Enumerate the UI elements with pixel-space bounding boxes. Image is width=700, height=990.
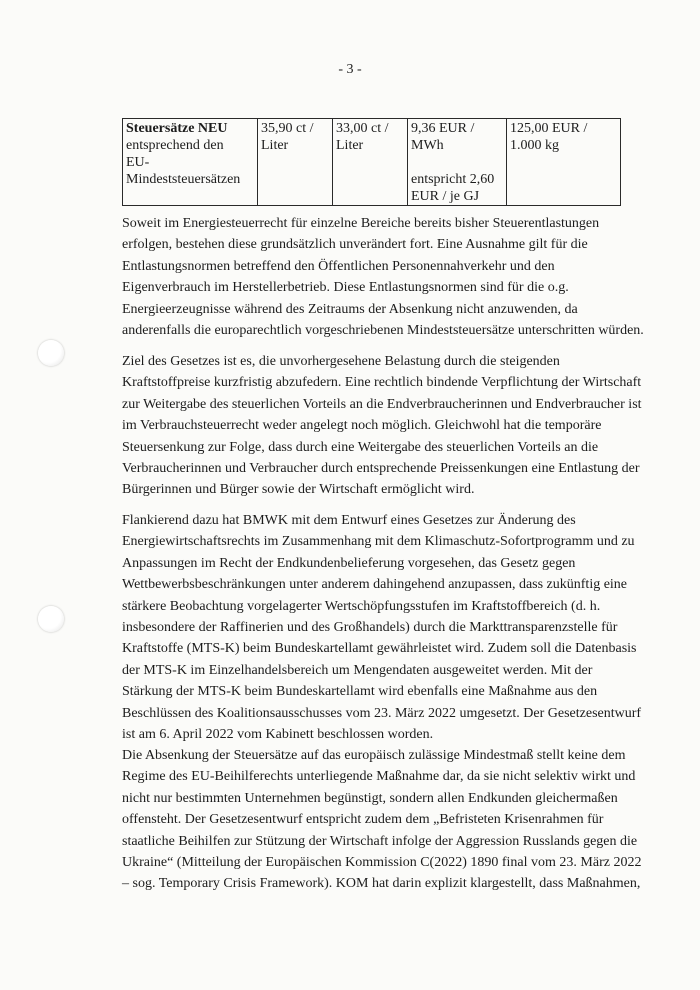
row-label-line: EU- [126,155,150,170]
table-cell: 125,00 EUR / 1.000 kg [507,119,621,206]
row-label-line: entsprechend den [126,138,224,153]
table-cell: 33,00 ct / Liter [333,119,408,206]
cell-line: entspricht 2,60 EUR / je GJ [411,172,495,204]
body-paragraph: Die Absenkung der Steuersätze auf das europäisch zulässige Mindestmaß stellt keine dem Regime des EU-Beihilferechts unterliegende Maßnahme dar, da sie nicht selektiv wirkt und nicht nur bestimmten Unternehmen begünstigt, sondern allen Endkunden gleichermaßen offensteht. Der Gesetzesentwurf entspricht zudem dem „Befristeten Krisenrahmen für staatliche Beihilfen zur Stützung der Wirtschaft infolge der Aggression Russlands gegen die Ukraine“ (Mitteilung der Europäischen Kommission C(2022) 1890 final vom 23. März 2022 – sog. Temporary Crisis Framework). KOM hat darin explizit klargestellt, dass Maßnahmen, [122,748,642,892]
row-label-bold: Steuersätze NEU [126,121,228,136]
table-cell [408,119,507,206]
cell-line: 9,36 EUR / MWh [411,121,475,153]
body-paragraph: Ziel des Gesetzes ist es, die unvorhergesehene Belastung durch die steigenden Kraftstoffpreise kurzfristig abzufedern. Eine rechtlich bindende Verpflichtung der Wirtschaft zur Weitergabe des steuerlichen Vorteils an die Endverbraucherinnen und Endverbraucher ist im Verbrauchsteuerrecht weder angelegt noch möglich. Gleichwohl hat die temporäre Steuersenkung zur Folge, dass durch eine Weitergabe des steuerlichen Vorteils an die Verbraucherinnen und Verbraucher durch entsprechende Preissenkungen eine Entlastung der Bürgerinnen und Bürger sowie der Wirtschaft ermöglicht wird. [122,354,642,498]
body-paragraph: Flankierend dazu hat BMWK mit dem Entwurf eines Gesetzes zur Änderung des Energiewirtschaftsrechts im Zusammenhang mit dem Klimaschutz-Sofortprogramm und zu Anpassungen im Recht der Endkundenbelieferung vorgesehen, das Gesetz gegen Wettbewerbsbeschränkungen unter anderem dahingehend anzupassen, dass zukünftig eine stärkere Beobachtung vorgelagerter Wertschöpfungsstufen im Kraftstoffbereich (d. h. insbesondere der Raffinerien und des Großhandels) durch die Markttransparenzstelle für Kraftstoffe (MTS-K) beim Bundeskartellamt gewährleistet wird. Zudem soll die Datenbasis der MTS-K im Einzelhandelsbereich um Mengendaten ausgeweitet werden. Mit der Stärkung der MTS-K beim Bundeskartellamt wird ebenfalls eine Maßnahme aus den Beschlüssen des Koalitionsausschusses vom 23. März 2022 umgesetzt. Der Gesetzesentwurf ist am 6. April 2022 vom Kabinett beschlossen worden. [122,513,642,743]
table-cell-label [123,119,258,206]
body-paragraph: Soweit im Energiesteuerrecht für einzelne Bereiche bereits bisher Steuerentlastungen erfolgen, bestehen diese grundsätzlich unverändert fort. Eine Ausnahme gilt für die Entlastungsnormen betreffend den Öffentlichen Personennahverkehr und den Eigenverbrauch im Herstellerbetrieb. Diese Entlastungsnormen sind für die o.g. Energieerzeugnisse während des Zeitraums der Absenkung nicht anzuwenden, da anderenfalls die europarechtlich vorgeschriebenen Mindeststeuersätze unterschritten würden. [122,216,644,339]
row-label-line: Mindeststeuersätzen [126,172,241,187]
tax-rate-table [122,118,621,206]
punch-hole-icon [38,340,64,366]
table-cell: 35,90 ct / Liter [258,119,333,206]
page-number: - 3 - [338,62,362,77]
table-row [123,119,621,206]
punch-hole-icon [38,606,64,632]
